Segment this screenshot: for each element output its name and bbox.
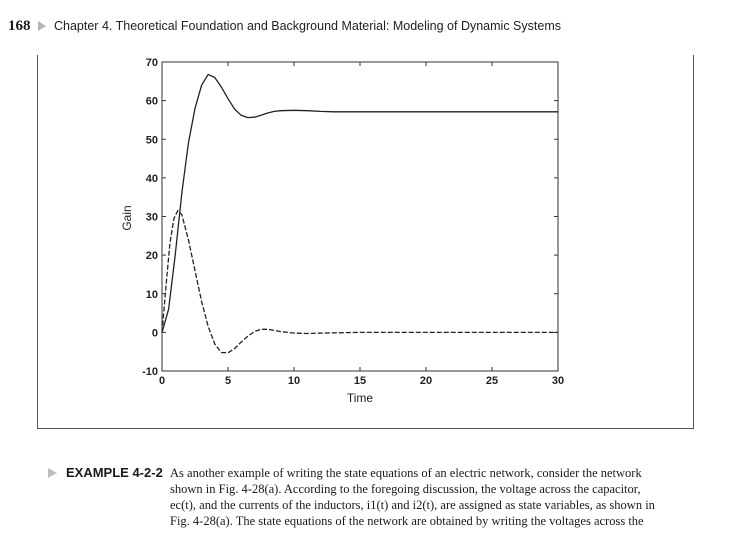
- x-tick-label: 30: [551, 375, 565, 387]
- page-number: 168: [8, 18, 31, 34]
- x-tick-label: 20: [419, 375, 433, 387]
- example-text: [170, 465, 698, 529]
- y-tick-label: 20: [145, 250, 158, 263]
- text-line: Fig. 4-28(a). The state equations of the network are obtained by writing the voltages across the: [170, 514, 644, 528]
- gain-time-chart: [38, 55, 693, 428]
- figure-box: [37, 55, 694, 429]
- x-tick-label: 5: [224, 375, 232, 387]
- arrow-right-icon: [48, 468, 57, 478]
- axis-ticks: [162, 62, 558, 371]
- text-line: As another example of writing the state equations of an electric network, consider the network: [170, 466, 642, 480]
- example-label: EXAMPLE 4-2-2: [66, 465, 163, 480]
- x-tick-labels: [159, 375, 564, 387]
- x-tick-label: 10: [287, 375, 301, 387]
- y-tick-label: 40: [145, 172, 158, 185]
- series-line-dashed: [162, 211, 558, 353]
- y-tick-label: 50: [145, 134, 158, 147]
- y-tick-label: 10: [145, 288, 158, 301]
- y-tick-label: 30: [145, 211, 158, 224]
- y-axis-label: Gain: [120, 205, 134, 231]
- text-line: shown in Fig. 4-28(a). According to the foregoing discussion, the voltage across the capacitor,: [170, 482, 641, 496]
- x-tick-label: 25: [485, 375, 499, 387]
- arrow-right-icon: [38, 21, 46, 31]
- y-tick-label: 0: [151, 327, 158, 340]
- plot-area: [162, 62, 558, 371]
- x-tick-label: 15: [353, 375, 367, 387]
- x-tick-label: 0: [158, 375, 166, 387]
- y-tick-label: 60: [145, 95, 158, 108]
- running-head: [8, 18, 708, 40]
- y-tick-labels: [142, 57, 158, 378]
- y-tick-label: -10: [142, 366, 158, 378]
- chapter-title: Chapter 4. Theoretical Foundation and Background Material: Modeling of Dynamic Systems: [54, 19, 561, 33]
- series-line-solid: [162, 74, 558, 332]
- x-axis-label: Time: [346, 391, 374, 405]
- y-tick-label: 70: [145, 57, 158, 69]
- series-layer: [162, 74, 558, 352]
- text-line: ec(t), and the currents of the inductors, i1(t) and i2(t), are assigned as state variables, as shown in: [170, 498, 655, 512]
